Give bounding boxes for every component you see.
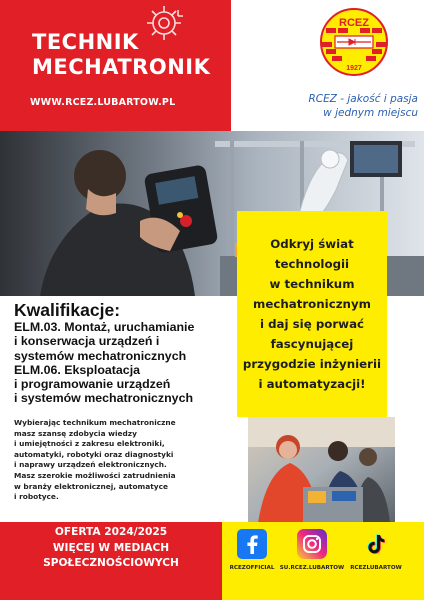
description-line: automatyki, robotyki oraz diagnostyki — [14, 449, 174, 459]
logo-name: RCEZ — [339, 17, 369, 29]
promo-line: technologii — [274, 257, 350, 271]
description-line: w branży elektronicznej, automatyce — [14, 481, 168, 491]
qualifications-heading: Kwalifikacje: — [14, 300, 121, 320]
website-link[interactable]: WWW.RCEZ.LUBARTOW.PL — [30, 97, 176, 108]
tiktok-handle[interactable]: RCEZLUBARTOW — [350, 565, 402, 571]
promo-line: w technikum — [269, 277, 355, 291]
facebook-handle[interactable]: RCEZOFFICIAL — [229, 565, 275, 571]
footer-line: OFERTA 2024/2025 — [54, 526, 168, 538]
description-line: Masz szerokie możliwości zatrudnienia — [14, 470, 176, 480]
instagram-handle[interactable]: SU.RCEZ.LUBARTOW — [279, 565, 345, 571]
slogan — [246, 92, 418, 120]
qualifications-list — [14, 320, 234, 406]
social-facebook[interactable] — [219, 529, 285, 571]
promo-line: przygodzie inżynierii — [242, 357, 382, 371]
logo-year: 1927 — [346, 65, 362, 72]
footer-text — [8, 525, 214, 572]
qualification-line: i systemów mechatronicznych — [14, 391, 194, 406]
title-line: MECHATRONIK — [32, 55, 211, 79]
social-instagram[interactable] — [279, 529, 345, 571]
description-line: i naprawy urządzeń elektronicznych. — [14, 460, 167, 470]
promo-text — [237, 211, 387, 417]
school-logo — [318, 6, 390, 78]
description-line: Wybierając technikum mechatroniczne — [14, 418, 176, 427]
slogan-line: RCEZ - jakość i pasja — [308, 93, 418, 105]
page-title — [32, 30, 210, 80]
promo-line: i automatyzacji! — [258, 377, 366, 391]
description-paragraph — [14, 418, 236, 503]
footer-line: SPOŁECZNOŚCIOWYCH — [43, 557, 179, 569]
social-tiktok[interactable] — [343, 529, 409, 571]
promo-box — [237, 211, 387, 417]
facebook-icon[interactable] — [237, 529, 267, 559]
instagram-icon[interactable] — [297, 529, 327, 559]
slogan-line: w jednym miejscu — [323, 107, 418, 119]
description-line: masz szansę zdobycia wiedzy — [14, 428, 137, 438]
qualification-line: systemów mechatronicznych — [14, 348, 187, 363]
title-line: TECHNIK — [32, 30, 139, 54]
qualification-line: ELM.06. Eksploatacja — [14, 362, 141, 377]
tiktok-icon[interactable] — [361, 529, 391, 559]
photo-illustration — [248, 417, 395, 523]
qualification-line: ELM.03. Montaż, uruchamianie — [14, 320, 195, 334]
qualification-line: i konserwacja urządzeń i — [14, 334, 160, 349]
qualification-line: i programowanie urządzeń — [14, 377, 171, 392]
description-line: i robotyce. — [14, 492, 59, 502]
promo-line: Odkryj świat — [270, 237, 354, 251]
promo-line: mechatronicznym — [253, 297, 371, 311]
promo-line: fascynującej — [270, 337, 354, 351]
promo-line: i daj się porwać — [259, 317, 365, 331]
footer-line: WIĘCEJ W MEDIACH — [52, 541, 170, 554]
photo-students-lab — [248, 417, 395, 523]
description-line: i umiejętności z zakresu elektroniki, — [14, 439, 165, 449]
